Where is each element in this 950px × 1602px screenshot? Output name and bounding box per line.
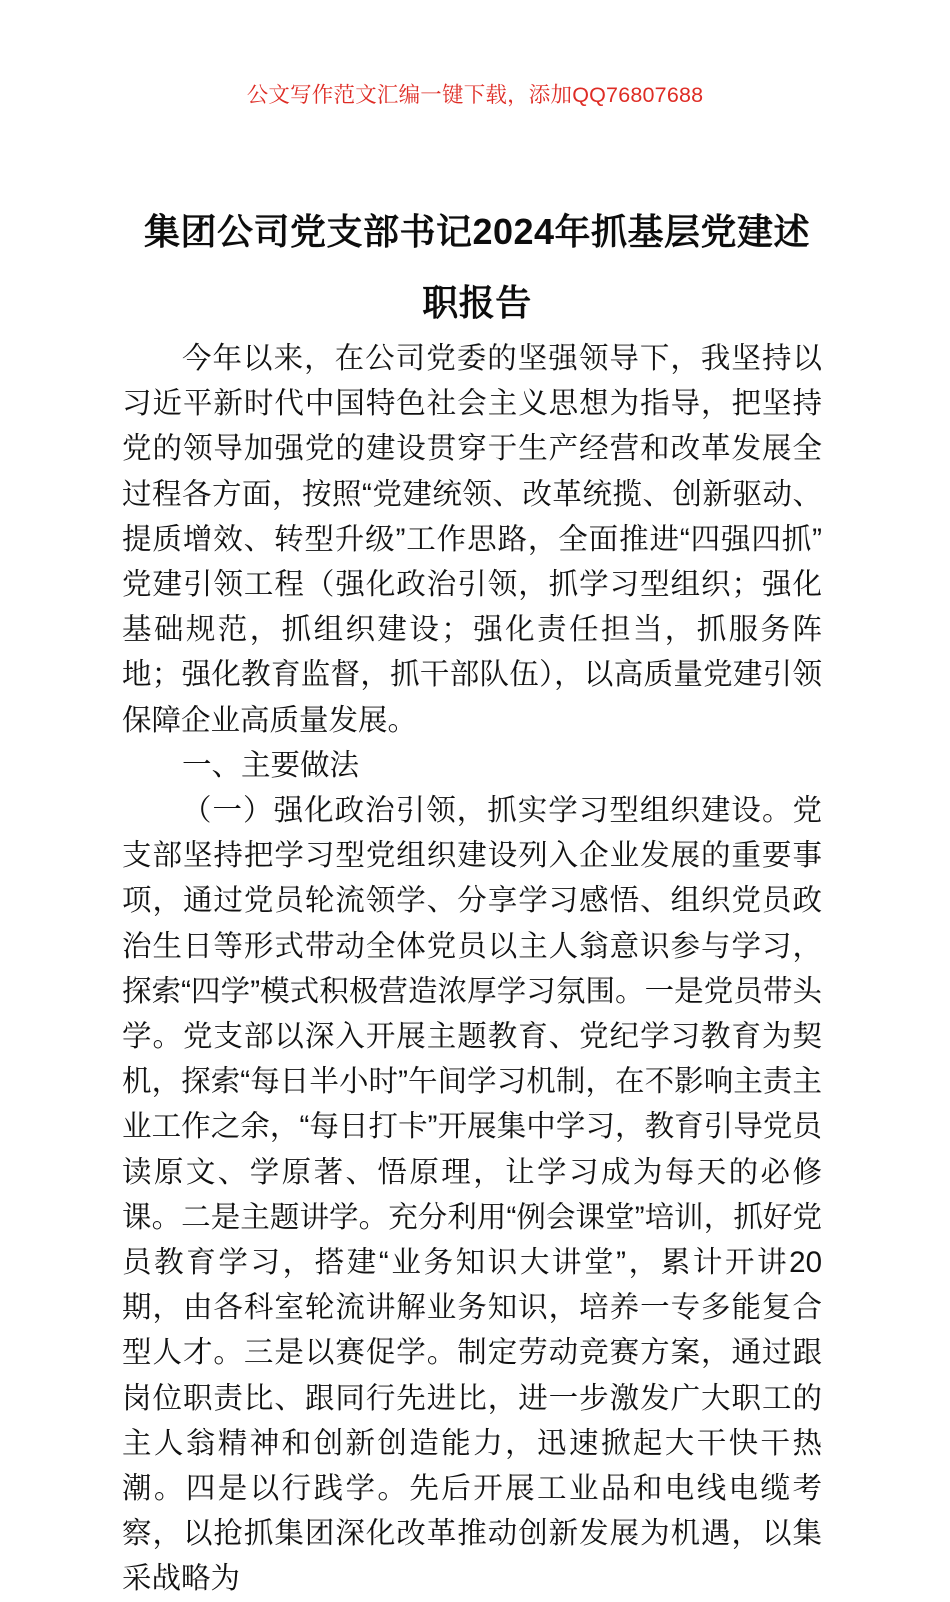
paragraph-subsection-one: （一）强化政治引领，抓实学习型组织建设。党支部坚持把学习型党组织建设列入企业发展的重要事项，通过党员轮流领学、分享学习感悟、组织党员政治生日等形式带动全体党员以主人翁意识参与学习，探索“四学”模式积极营造浓厚学习氛围。一是党员带头学。党支部以深入开展主题教育、党纪学习教育为契机，探索“每日半小时”午间学习机制，在不影响主责主业工作之余，“每日打卡”开展集中学习，教育引导党员读原文、学原著、悟原理，让学习成为每天的必修课。二是主题讲学。充分利用“例会课堂”培训，抓好党员教育学习，搭建“业务知识大讲堂”，累计开讲20期，由各科室轮流讲解业务知识，培养一专多能复合型人才。三是以赛促学。制定劳动竞赛方案，通过跟岗位职责比、跟同行先进比，进一步激发广大职工的主人翁精神和创新创造能力，迅速掀起大干快干热潮。四是以行践学。先后开展工业品和电线电缆考察，以抢抓集团深化改革推动创新发展为机遇，以集采战略为 — [122, 794, 822, 1596]
paragraph-section-heading-one: 一、主要做法 — [182, 748, 360, 782]
paragraph-opening-statement: 今年以来，在公司党委的坚强领导下，我坚持以习近平新时代中国特色社会主义思想为指导，把坚持党的领导加强党的建设贯穿于生产经营和改革发展全过程各方面，按照“党建统领、改革统揽、创新驱动、提质增效、转型升级”工作思路，全面推进“四强四抓”党建引领工程（强化政治引领，抓学习型组织；强化基础规范，抓组织建设；强化责任担当，抓服务阵地；强化教育监督，抓干部队伍），以高质量党建引领保障企业高质量发展。 — [122, 342, 822, 737]
promo-banner-text: 公文写作范文汇编一键下载，添加QQ76807688 — [246, 83, 704, 107]
document-body — [122, 336, 822, 1602]
document-title: 集团公司党支部书记2024年抓基层党建述职报告 — [143, 211, 811, 324]
